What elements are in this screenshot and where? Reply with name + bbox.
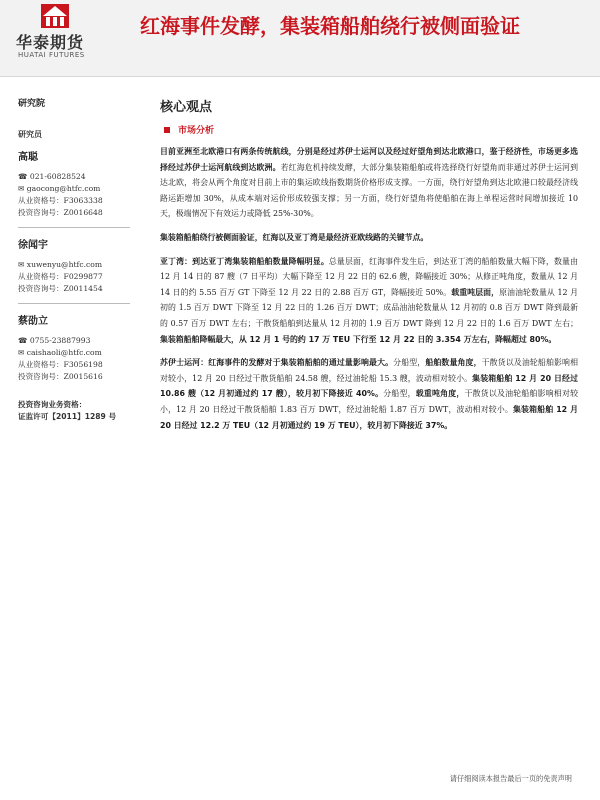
page-header (0, 0, 600, 77)
analyst-email[interactable]: ✉ caishaoli@htfc.com (18, 348, 102, 357)
report-title: 红海事件发酵，集装箱船舶绕行被侧面验证 (140, 14, 520, 38)
divider (18, 227, 130, 228)
analyst-phone: ☎ 021-60828524 (18, 172, 86, 181)
main-content (160, 96, 578, 441)
analyst-card (18, 148, 136, 228)
logo-text-en: HUATAI FUTURES (18, 51, 85, 59)
email-icon: ✉ (18, 260, 27, 269)
analysts-label: 研究员 (18, 130, 42, 139)
paragraph: 亚丁湾：到达亚丁湾集装箱船舶数量降幅明显。总量层面，红海事件发生后，到达亚丁湾的船舶数量大幅下降，数量由 12 月 14 日的 87 艘（7 日平均）大幅下降至 12 月 22 日的 62.6 艘，降幅接近 30%；从修正吨角度，数量从 12 月 14 日的约 5.55 百万 GT 下降至 12 月 22 日的 2.88 百万 GT，降幅接近 50%。载重吨层面，原油油轮数量从 12 月初的 1.5 百万 DWT 下降至 12 月 22 日的 1.26 百万 DWT；成品油油轮数量从 12 月初的 0.8 百万 DWT 降到最新的 0.57 百万 DWT 左右；干散货船舶到达量从 12 月初的 1.9 百万 DWT 降到 12 月 22 日的 1.6 百万 DWT 左右；集装箱船舶降幅最大，从 12 月 1 号的约 17 万 TEU 下行至 12 月 22 日的 3.354 万左右，降幅超过 80%。 (160, 256, 578, 344)
square-bullet-icon (164, 127, 170, 133)
analyst-card (18, 312, 136, 383)
analyst-invest-id: 投资咨询号：Z0016648 (18, 208, 103, 217)
analyst-qualification: 从业资格号：F0299877 (18, 272, 103, 281)
analyst-name: 徐闻宇 (18, 240, 48, 251)
divider (18, 303, 130, 304)
analyst-qualification: 从业资格号：F3063338 (18, 196, 103, 205)
analyst-email[interactable]: ✉ gaocong@htfc.com (18, 184, 101, 193)
license-info: 投资咨询业务资格： 证监许可【2011】1289 号 (18, 400, 117, 421)
analyst-qualification: 从业资格号：F3056198 (18, 360, 103, 369)
footer-disclaimer: 请仔细阅读本报告最后一页的免责声明 (449, 774, 572, 783)
analyst-name: 蔡劭立 (18, 316, 48, 327)
paragraph: 苏伊士运河：红海事件的发酵对于集装箱船舶的通过量影响最大。分船型，船舶数量角度，干散货以及油轮船舶影响相对较小，12 月 20 日经过干散货船舶 24.58 艘，经过油轮船 15.3 艘，波动相对较小。集装箱船舶 12 月 20 日经过 10.86 艘（12 月初通过约 17 艘），较月初下降接近 40%。分船型，载重吨角度，干散货以及油轮船舶影响相对较小，12 月 20 日经过干散货船舶 1.83 百万 DWT，经过油轮船 1.87 百万 DWT，波动相对较小。集装箱船舶 12 月 20 日经过 12.2 万 TEU（12 月初通过约 19 万 TEU），较月初下降接近 37%。 (160, 358, 578, 430)
email-icon: ✉ (18, 184, 27, 193)
phone-icon: ☎ (18, 336, 30, 345)
sub-heading: 市场分析 (160, 123, 578, 136)
analyst-email[interactable]: ✉ xuwenyu@htfc.com (18, 260, 103, 269)
paragraph: 集装箱船舶绕行被侧面验证，红海以及亚丁湾是最经济亚欧线路的关键节点。 (160, 232, 429, 242)
analyst-invest-id: 投资咨询号：Z0015616 (18, 372, 103, 381)
analyst-phone: ☎ 0755-23887993 (18, 336, 91, 345)
paragraph: 目前亚洲至北欧港口有两条传统航线，分别是经过苏伊士运河以及经过好望角到达北欧港口，鉴于经济性，市场更多选择经过苏伊士运河航线到达欧洲。若红海危机持续发酵，大部分集装箱船舶或将选择绕行好望角而非通过苏伊士运河到达北欧，将会从两个角度对目前上市的集运欧线指数期货价格形成支撑。一方面，绕行好望角到达北欧港口较最经济线路运距增加 30%，从成本端对运价形成较强支撑；另一方面，绕行好望角将使船舶在海上单程运营时间增加接近 10 天，极端情况下有效运力或降低 25%-30%。 (160, 147, 578, 219)
logo-text-cn: 华泰期货 (16, 33, 85, 52)
email-icon: ✉ (18, 348, 27, 357)
analyst-name: 高聪 (18, 152, 38, 163)
department-label: 研究院 (18, 99, 46, 109)
analyst-invest-id: 投资咨询号：Z0011454 (18, 284, 103, 293)
section-title: 核心观点 (160, 100, 213, 115)
analyst-card (18, 236, 136, 304)
analyst-sidebar (18, 96, 136, 423)
huatai-logo-icon (38, 2, 72, 30)
phone-icon: ☎ (18, 172, 30, 181)
